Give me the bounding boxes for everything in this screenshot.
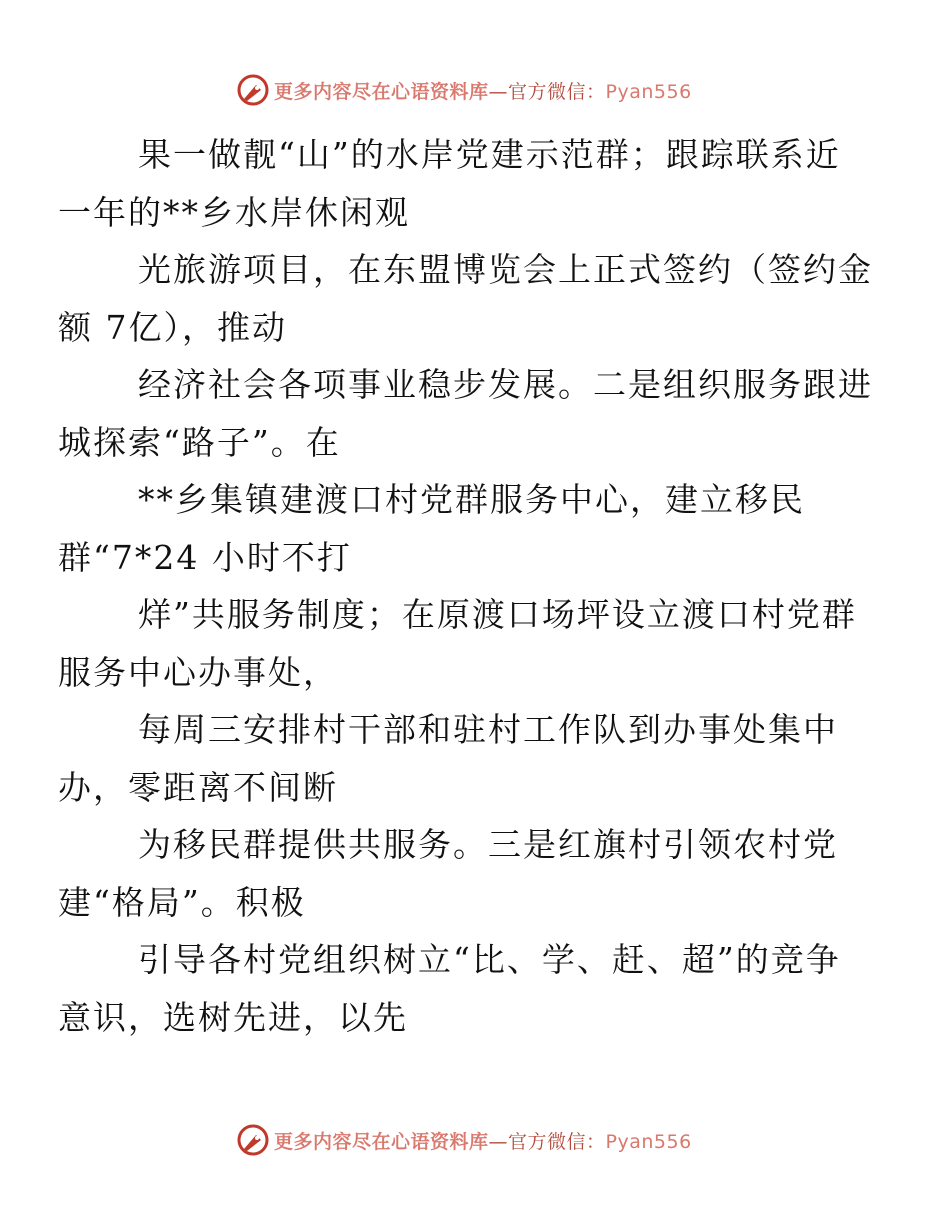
- text-line: 光旅游项目，在东盟博览会上正式签约（签约金: [138, 250, 873, 289]
- paragraph: [58, 471, 858, 586]
- text-line: 意识，选树先进，以先: [58, 997, 408, 1037]
- text-line: 城探索“路子”。在: [58, 422, 341, 462]
- text-line: 群“7*24 小时不打: [58, 537, 352, 577]
- wechat-label: 官方微信：: [508, 1130, 606, 1153]
- paragraph: [58, 586, 858, 701]
- paragraph: [58, 356, 873, 471]
- text-line: 办，零距离不间断: [58, 767, 338, 807]
- text-line: 一年的**乡水岸休闲观: [58, 192, 410, 232]
- separator: —: [488, 80, 509, 103]
- wechat-label: 官方微信：: [508, 80, 606, 103]
- text-line: 额 7亿），推动: [58, 307, 287, 347]
- paragraph: [58, 241, 873, 356]
- header-text: [274, 77, 692, 104]
- site-name: 更多内容尽在心语资料库: [274, 80, 489, 103]
- text-line: 每周三安排村干部和驻村工作队到办事处集中: [138, 710, 838, 749]
- site-name: 更多内容尽在心语资料库: [274, 1130, 489, 1153]
- paragraph: [58, 816, 858, 931]
- text-line: **乡集镇建渡口村党群服务中心，建立移民: [138, 480, 805, 519]
- wechat-id: Pyan556: [605, 1130, 692, 1153]
- separator: —: [488, 1130, 509, 1153]
- paragraph: [58, 701, 858, 816]
- text-line: 果一做靓“山”的水岸党建示范群；跟踪联系近: [138, 135, 841, 174]
- footer-text: [274, 1127, 692, 1154]
- text-line: 服务中心办事处，: [58, 652, 338, 692]
- text-line: 引导各村党组织树立“比、学、赶、超”的竞争: [138, 940, 841, 979]
- paragraph: [58, 126, 858, 241]
- footer-banner: [236, 1122, 716, 1158]
- text-line: 为移民群提供共服务。三是红旗村引领农村党: [138, 825, 838, 864]
- text-line: 烊”共服务制度；在原渡口场坪设立渡口村党群: [138, 595, 857, 634]
- wechat-id: Pyan556: [605, 80, 692, 103]
- document-body: [58, 126, 873, 1046]
- text-line: 经济社会各项事业稳步发展。二是组织服务跟进: [138, 365, 873, 404]
- pen-nib-logo-icon: [236, 73, 270, 107]
- text-line: 建“格局”。积极: [58, 882, 306, 922]
- paragraph: [58, 931, 858, 1046]
- header-banner: [236, 72, 716, 108]
- pen-nib-logo-icon: [236, 1123, 270, 1157]
